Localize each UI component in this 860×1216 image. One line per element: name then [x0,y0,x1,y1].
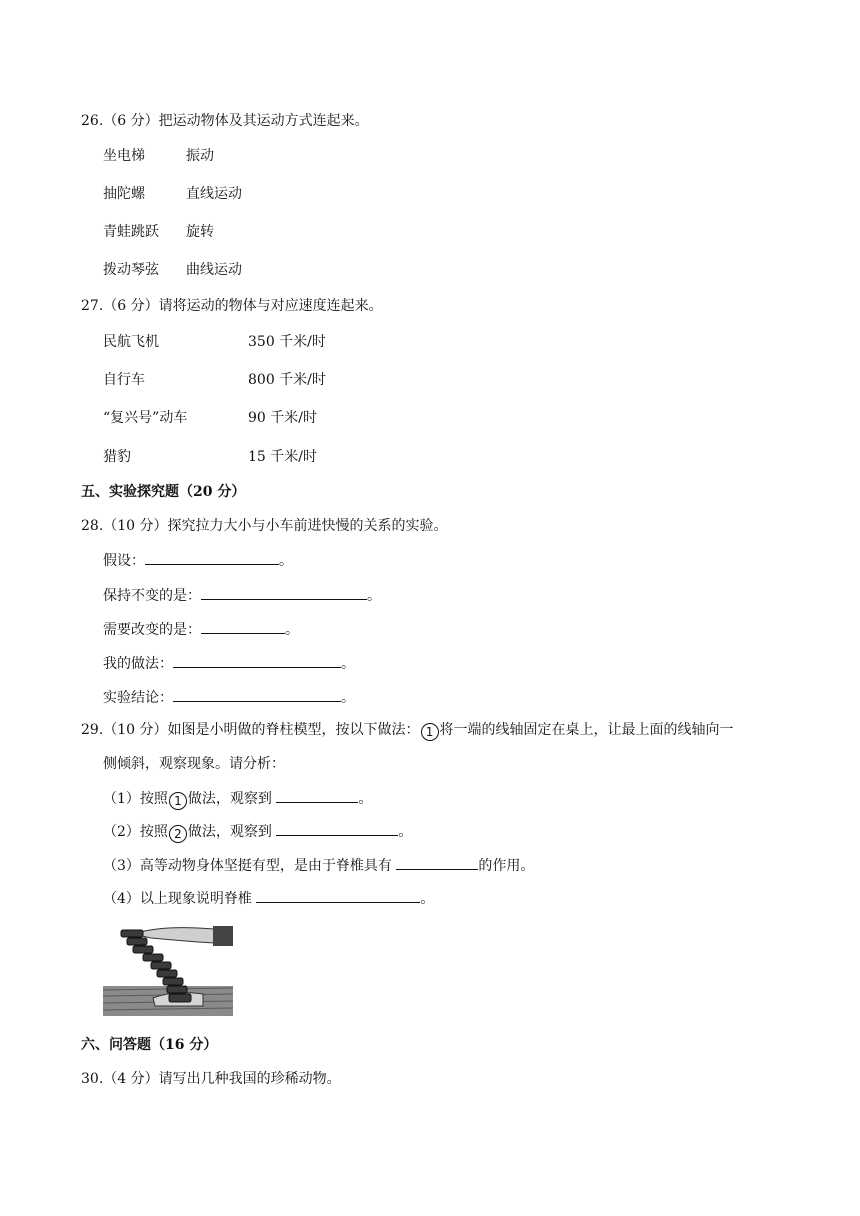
q27-left-item: 民航飞机 [103,334,159,350]
part4-answer-blank[interactable] [256,888,420,903]
circled-number-1: 1 [169,792,187,810]
q28-constant: 保持不变的是： 。 [103,585,381,606]
q29-title-line2: 侧倾斜，观察现象。请分析： [103,756,285,772]
circled-number-2: 2 [169,825,187,843]
part1-answer-blank[interactable] [276,788,358,803]
q28-method: 我的做法： 。 [103,653,355,674]
q26-left-item: 拨动琴弦 [103,262,159,278]
q26-right-item: 旋转 [186,224,214,240]
hypothesis-answer-blank[interactable] [145,550,279,565]
q26-left-item: 抽陀螺 [103,186,145,202]
q26-left-item: 青蛙跳跃 [103,224,159,240]
q27-right-item: 15 千米/时 [248,449,317,465]
circled-number-1: 1 [421,723,439,741]
section5-heading: 五、实验探究题（20 分） [81,484,246,500]
part2-answer-blank[interactable] [276,821,398,836]
q27-right-item: 90 千米/时 [248,410,317,426]
q29-part2: （2）按照 2 做法，观察到 。 [103,821,412,843]
q30-title: 30.（4 分）请写出几种我国的珍稀动物。 [81,1071,341,1087]
q29-part1: （1）按照 1 做法，观察到 。 [103,788,372,810]
q26-right-item: 曲线运动 [186,262,242,278]
q27-left-item: 猎豹 [103,449,131,465]
q27-left-item: “复兴号”动车 [103,410,188,426]
q29-part4: （4）以上现象说明脊椎 。 [103,888,434,909]
q26-right-item: 直线运动 [186,186,242,202]
part3-answer-blank[interactable] [396,855,478,870]
q29-title-line1: 29.（10 分）如图是小明做的脊柱模型，按以下做法： 1 将一端的线轴固定在桌上，让最上面的线轴向一 [81,722,734,739]
spine-model-figure [103,924,233,1016]
conclusion-answer-blank[interactable] [173,687,341,702]
q28-variable: 需要改变的是： 。 [103,619,299,640]
q26-left-item: 坐电梯 [103,148,145,164]
q27-left-item: 自行车 [103,372,145,388]
q27-title: 27.（6 分）请将运动的物体与对应速度连起来。 [81,298,383,314]
section6-heading: 六、问答题（16 分） [81,1037,218,1053]
method-answer-blank[interactable] [173,653,341,668]
variable-answer-blank[interactable] [201,619,285,634]
q28-title: 28.（10 分）探究拉力大小与小车前进快慢的关系的实验。 [81,518,448,534]
q29-part3: （3）高等动物身体坚挺有型，是由于脊椎具有 的作用。 [103,855,534,876]
constant-answer-blank[interactable] [201,585,367,600]
q26-title: 26.（6 分）把运动物体及其运动方式连起来。 [81,113,369,129]
q27-right-item: 350 千米/时 [248,334,326,350]
q26-right-item: 振动 [186,148,214,164]
q28-conclusion: 实验结论： 。 [103,687,355,708]
q28-hypothesis: 假设： 。 [103,550,293,571]
q27-right-item: 800 千米/时 [248,372,326,388]
